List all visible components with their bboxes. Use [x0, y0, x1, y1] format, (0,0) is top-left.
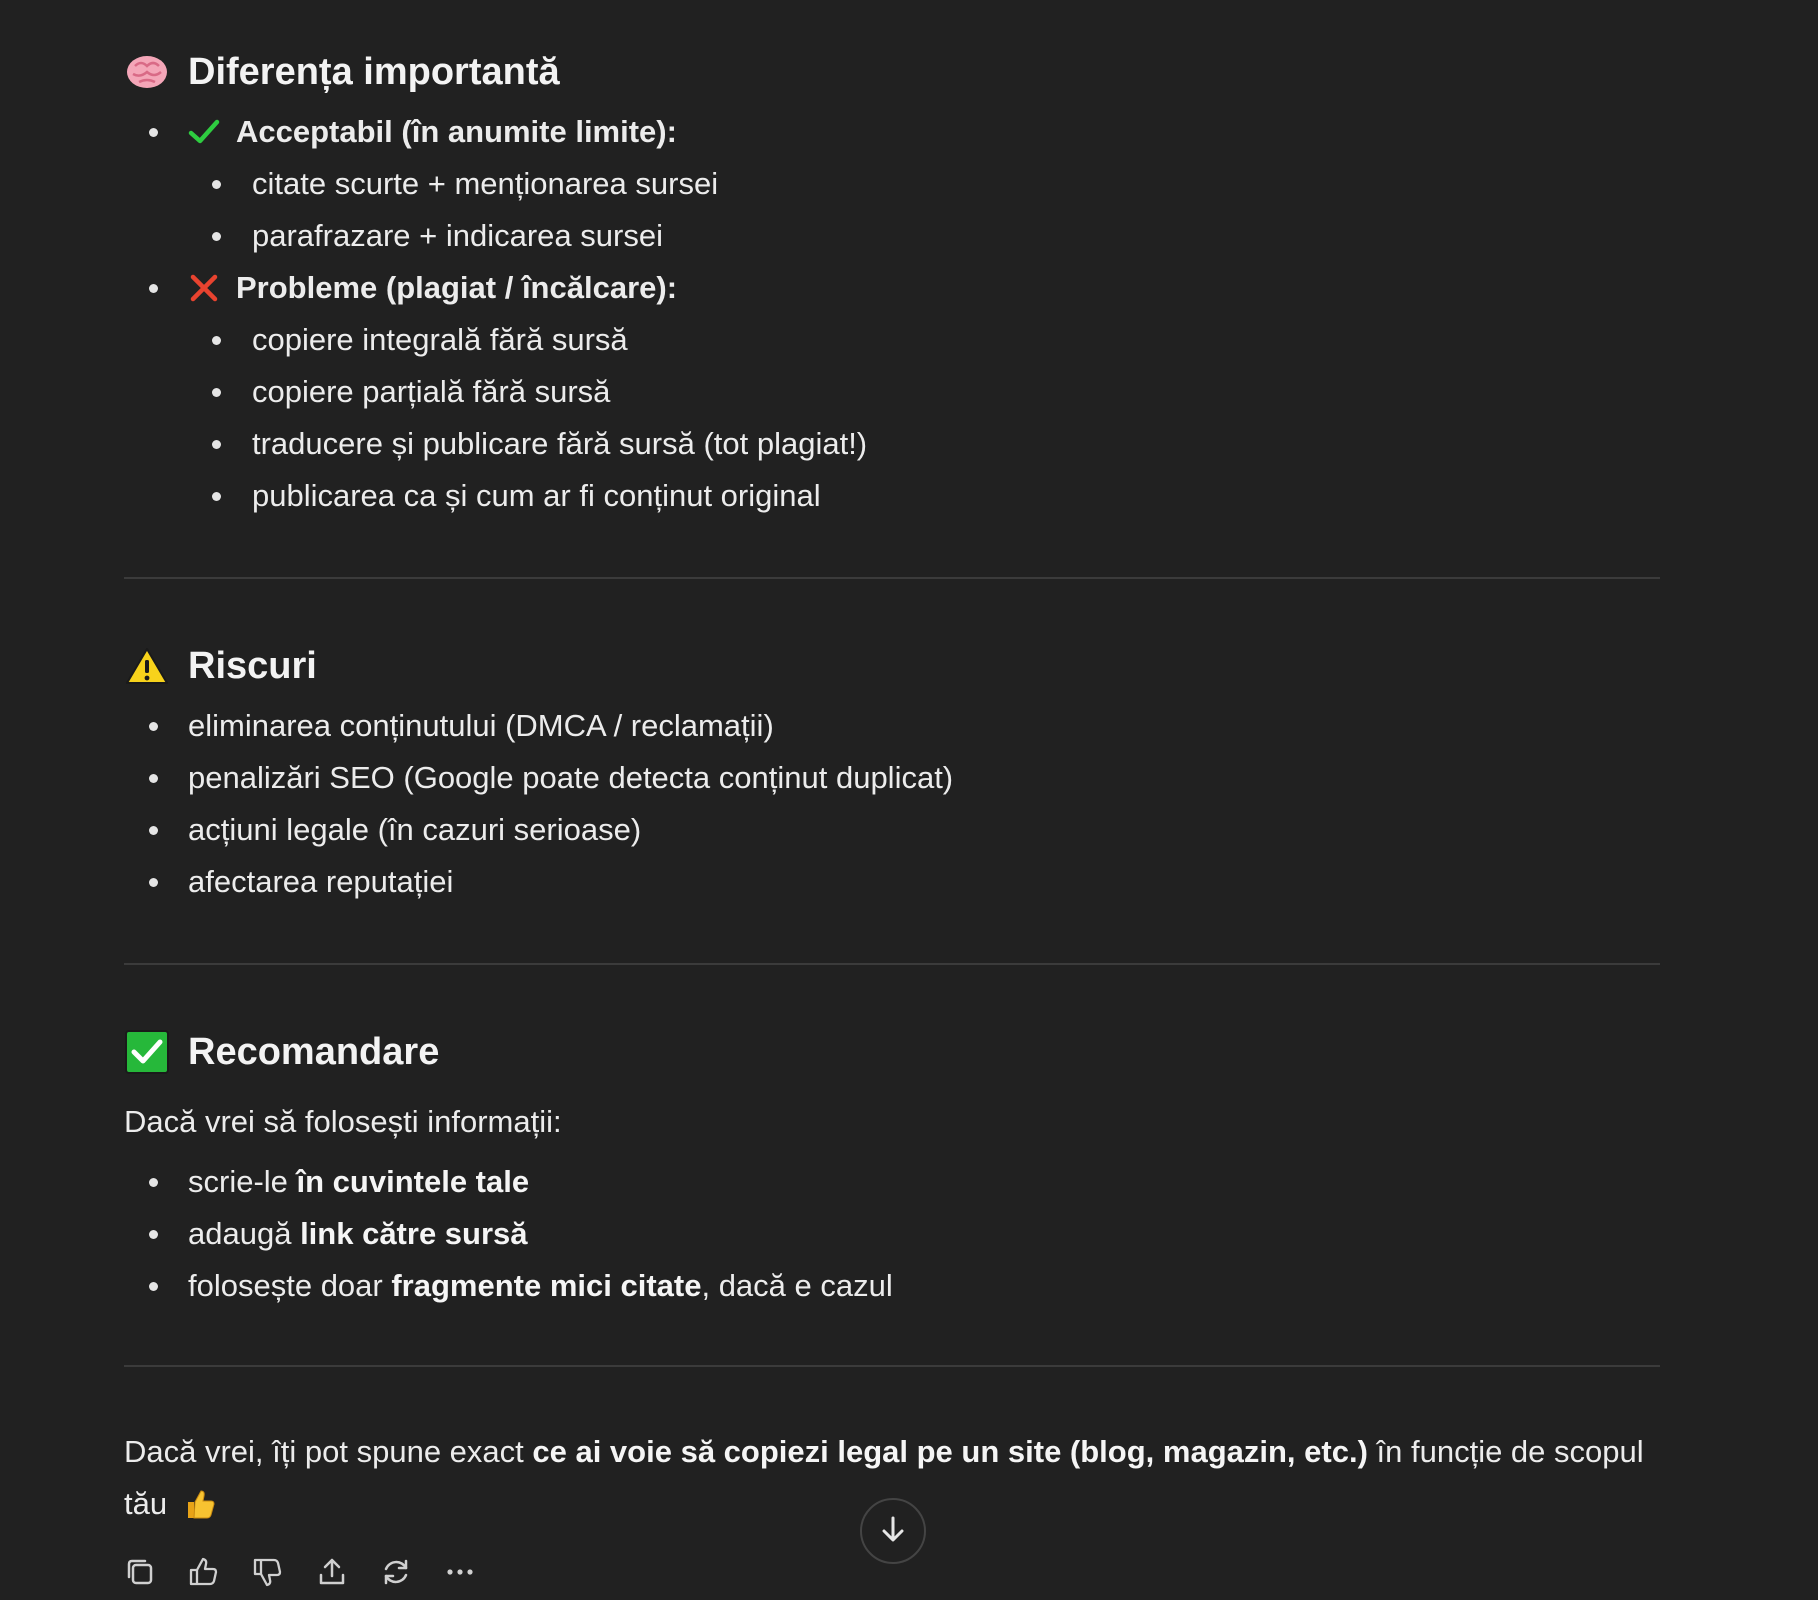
share-icon	[316, 1556, 348, 1588]
list-item: citate scurte + menționarea sursei	[124, 158, 1660, 210]
check-mark-icon	[188, 116, 220, 148]
more-options-button[interactable]	[444, 1556, 476, 1588]
problems-list	[124, 262, 1660, 314]
list-item: folosește doar fragmente mici citate, dacă e cazul	[124, 1260, 1660, 1312]
risks-list	[124, 700, 1660, 908]
section-heading-difference	[124, 42, 1660, 102]
divider	[124, 963, 1660, 965]
acceptable-sublist	[124, 158, 1660, 262]
list-item: parafrazare + indicarea sursei	[124, 210, 1660, 262]
section-title: Recomandare	[188, 1030, 440, 1073]
warning-icon	[124, 643, 170, 689]
problems-sublist	[124, 314, 1660, 522]
recommendation-list	[124, 1156, 1660, 1312]
list-item-acceptable	[124, 106, 1660, 158]
list-item-problems	[124, 262, 1660, 314]
cross-mark-icon	[188, 272, 220, 304]
thumbs-up-icon	[184, 1484, 216, 1536]
copy-button[interactable]	[124, 1556, 156, 1588]
thumbs-up-outline-icon	[188, 1556, 220, 1588]
list-item: penalizări SEO (Google poate detecta conținut duplicat)	[124, 752, 1660, 804]
list-item: scrie-le în cuvintele tale	[124, 1156, 1660, 1208]
scroll-to-bottom-button[interactable]	[860, 1498, 926, 1564]
thumbs-down-outline-icon	[252, 1556, 284, 1588]
list-item: acțiuni legale (în cazuri serioase)	[124, 804, 1660, 856]
good-response-button[interactable]	[188, 1556, 220, 1588]
list-item: copiere parțială fără sursă	[124, 366, 1660, 418]
difference-list	[124, 106, 1660, 158]
brain-icon	[124, 49, 170, 95]
section-heading-risks	[124, 636, 1660, 696]
arrow-down-icon	[878, 1514, 908, 1549]
regenerate-button[interactable]	[380, 1556, 412, 1588]
section-heading-recommendation	[124, 1022, 1660, 1082]
more-dots-icon	[444, 1556, 476, 1588]
list-item: publicarea ca și cum ar fi conținut original	[124, 470, 1660, 522]
section-title: Riscuri	[188, 644, 317, 687]
refresh-icon	[380, 1556, 412, 1588]
check-box-icon	[124, 1029, 170, 1075]
closing-paragraph: Dacă vrei, îți pot spune exact ce ai voie să copiezi legal pe un site (blog, magazin, etc.) în funcție de scopul tău	[124, 1426, 1660, 1536]
bad-response-button[interactable]	[252, 1556, 284, 1588]
divider	[124, 577, 1660, 579]
list-item: eliminarea conținutului (DMCA / reclamații)	[124, 700, 1660, 752]
list-item: copiere integrală fără sursă	[124, 314, 1660, 366]
message-actions-toolbar	[124, 1556, 476, 1588]
list-item: afectarea reputației	[124, 856, 1660, 908]
recommendation-intro: Dacă vrei să folosești informații:	[124, 1104, 562, 1139]
divider	[124, 1365, 1660, 1367]
share-button[interactable]	[316, 1556, 348, 1588]
section-title: Diferența importantă	[188, 50, 560, 93]
list-item: adaugă link către sursă	[124, 1208, 1660, 1260]
list-item: traducere și publicare fără sursă (tot plagiat!)	[124, 418, 1660, 470]
acceptable-label: Acceptabil (în anumite limite):	[236, 114, 677, 149]
problems-label: Probleme (plagiat / încălcare):	[236, 270, 678, 305]
copy-icon	[124, 1556, 156, 1588]
